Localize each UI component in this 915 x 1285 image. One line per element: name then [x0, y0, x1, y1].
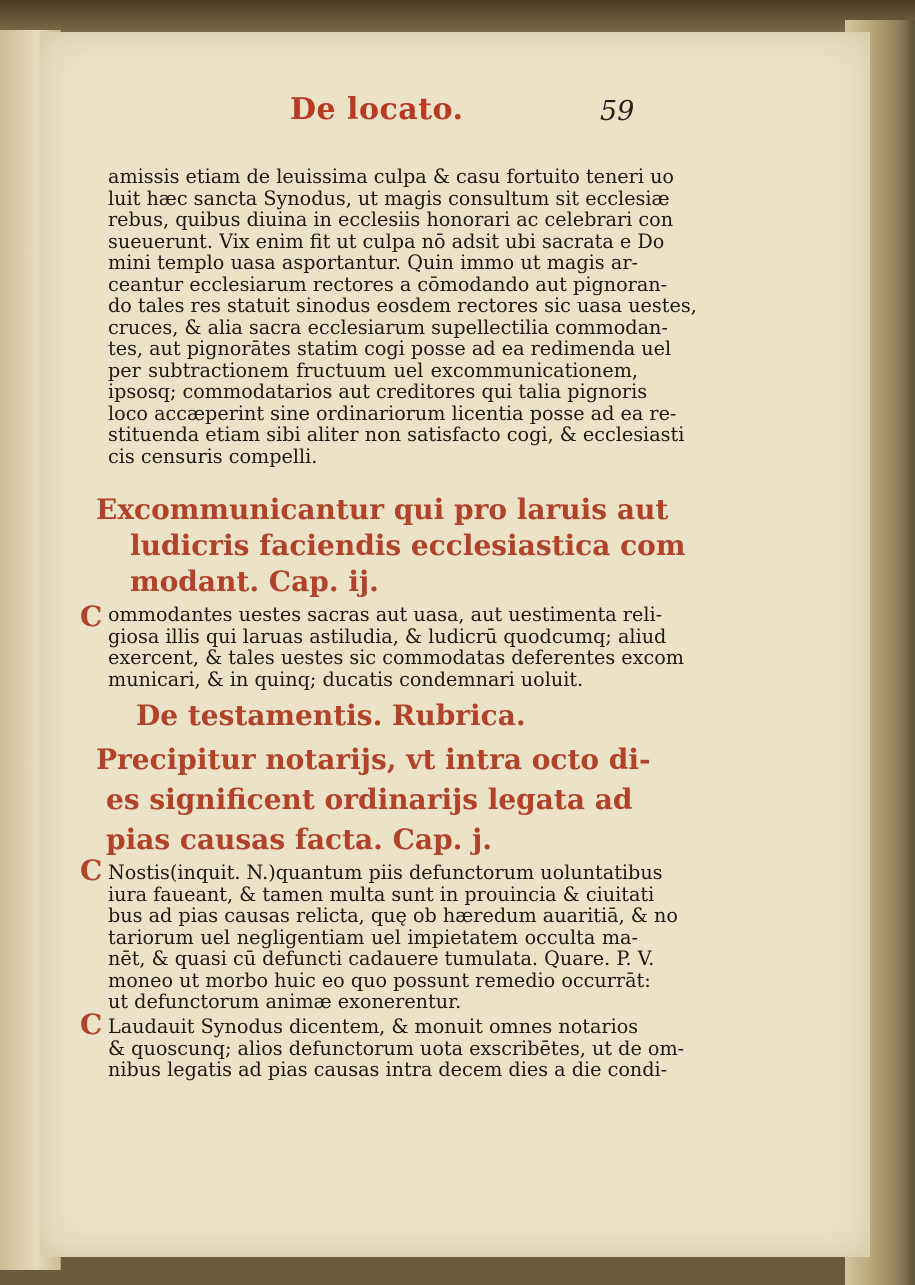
heading-line: es significent ordinarijs legata ad — [106, 783, 633, 816]
rubricated-initial: C — [80, 1008, 103, 1041]
text-line: iura faueant, & tamen multa sunt in prouincia & ciuitati — [108, 882, 655, 906]
text-line: amissis etiam de leuissima culpa & casu fortuito teneri uo — [108, 165, 674, 188]
text-line: municari, & in quinq; ducatis condemnari uoluit. — [108, 667, 584, 691]
heading-line: Precipitur notarijs, vt intra octo di- — [96, 743, 651, 776]
text-line: moneo ut morbo huic eo quo possunt remedio occurrāt: — [108, 968, 651, 992]
text-line: rebus, quibus diuina in ecclesiis honorari ac celebrari con — [108, 208, 674, 231]
text-line: tes, aut pignorātes statim cogi posse ad ea redimenda uel — [108, 337, 672, 360]
paragraph-de-locato-continued — [108, 165, 697, 468]
text-line: nibus legatis ad pias causas intra decem dies a die condi- — [108, 1058, 668, 1081]
paragraph-commodantes — [80, 600, 684, 691]
text-line: cruces, & alia sacra ecclesiarum supellectilia commodan- — [108, 315, 668, 339]
rubric-heading-line: De testamentis. Rubrica. — [136, 699, 526, 732]
text-line: nēt, & quasi cū defuncti cadauere tumulata. Quare. P. V. — [108, 947, 655, 970]
paragraph-laudauit — [80, 1008, 685, 1081]
text-line: stituenda etiam sibi aliter non satisfacto cogi, & ecclesiasti — [108, 423, 685, 446]
text-line: per subtractionem fructuum uel excommunicationem, — [108, 358, 638, 382]
rubric-heading-de-testamentis — [96, 698, 526, 734]
text-line: sueuerunt. Vix enim fit ut culpa nō adsit ubi sacrata e Do — [108, 229, 665, 253]
text-line: luit hæc sancta Synodus, ut magis consultum sit ecclesiæ — [108, 186, 670, 210]
text-line: & quoscunq; alios defunctorum uota exscribētes, ut de om- — [108, 1036, 685, 1060]
chapter-heading-precipitur — [96, 740, 651, 860]
text-line: cis censuris compelli. — [108, 444, 318, 468]
running-head: De locato. — [290, 92, 464, 127]
heading-line: modant. Cap. ij. — [130, 565, 379, 598]
paragraph-nostis — [80, 854, 678, 1013]
text-line: bus ad pias causas relicta, quę ob hæredum auaritiā, & no — [108, 904, 678, 927]
text-line: do tales res statuit sinodus eosdem rectores sic uasa uestes, — [108, 294, 697, 317]
heading-line: Excommunicantur qui pro laruis aut — [96, 493, 669, 526]
heading-line: pias causas facta. Cap. j. — [106, 823, 493, 856]
page-number: 59 — [600, 96, 635, 127]
text-line: giosa illis qui laruas astiludia, & ludicrū quodcumq; aliud — [108, 624, 667, 648]
text-line: loco accæperint sine ordinariorum licentia posse ad ea re- — [108, 401, 677, 425]
text-line: ipsosq; commodatarios aut creditores qui talia pignoris — [108, 380, 648, 403]
text-line: exercent, & tales uestes sic commodatas deferentes excom — [108, 646, 684, 669]
rubricated-initial: C — [80, 600, 103, 633]
text-line: ut defunctorum animæ exonerentur. — [108, 990, 462, 1013]
text-line: mini templo uasa asportantur. Quin immo ut magis ar- — [108, 251, 638, 274]
text-line: Nostis(inquit. N.)quantum piis defunctorum uoluntatibus — [108, 861, 663, 884]
text-line: Laudauit Synodus dicentem, & monuit omnes notarios — [108, 1015, 639, 1038]
text-line: ommodantes uestes sacras aut uasa, aut uestimenta reli- — [108, 603, 663, 626]
heading-line: ludicris faciendis ecclesiastica com — [130, 529, 686, 562]
chapter-heading-excommunicantur — [96, 492, 685, 600]
text-line: tariorum uel negligentiam uel impietatem occulta ma- — [108, 925, 638, 949]
rubricated-initial: C — [80, 854, 103, 887]
text-line: ceantur ecclesiarum rectores a cōmodando aut pignoran- — [108, 272, 668, 296]
